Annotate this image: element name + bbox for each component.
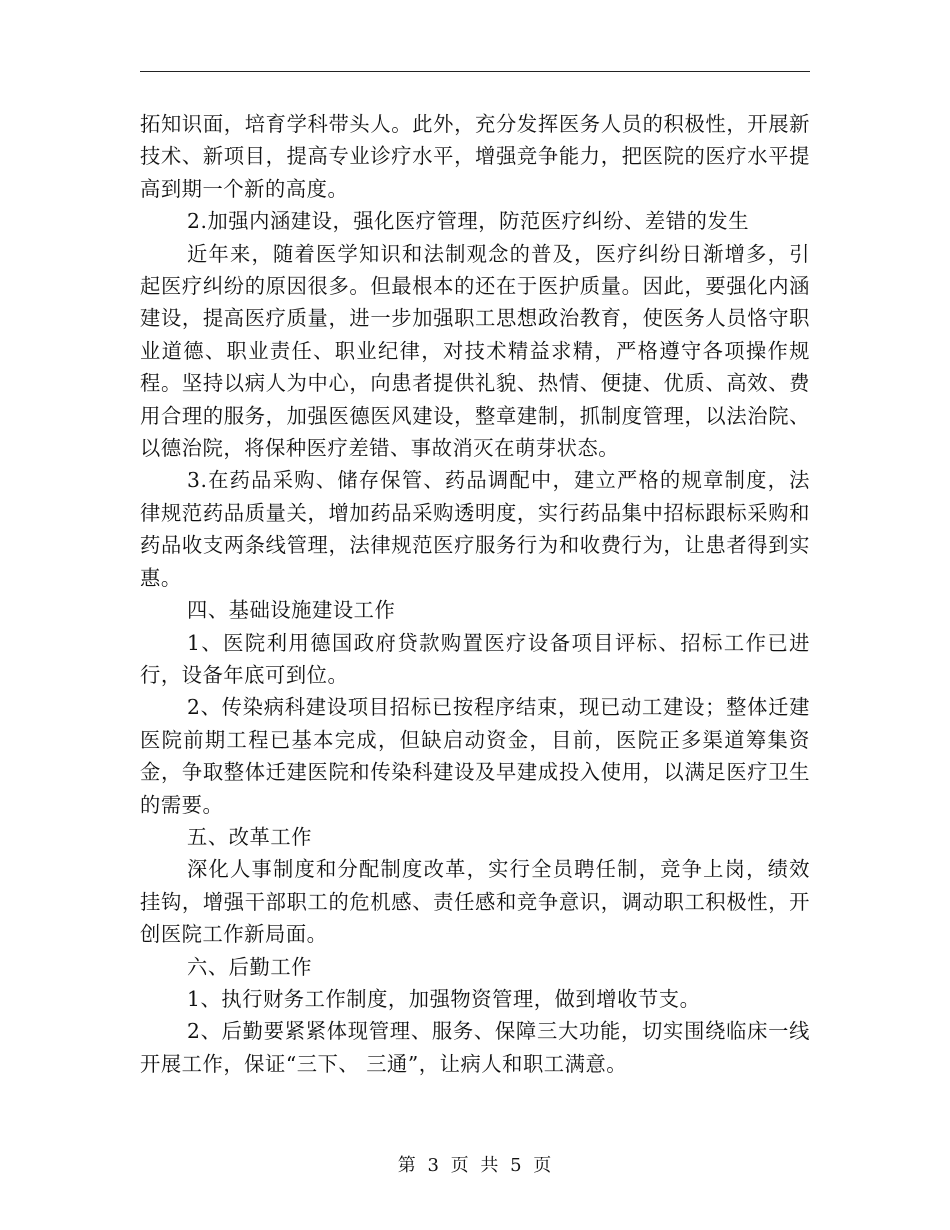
paragraph-reform: 深化人事制度和分配制度改革，实行全员聘任制，竞争上岗，绩效挂钩，增强干部职工的危机感、责任感和竞争意识，调动职工积极性，开创医院工作新局面。 (140, 857, 810, 947)
paragraph-1: 拓知识面，培育学科带头人。此外，充分发挥医务人员的积极性，开展新技术、新项目，提高专业诊疗水平，增强竞争能力，把医院的医疗水平提高到期一个新的高度。 (140, 112, 810, 201)
heading-reform: 五、改革工作 (187, 824, 312, 849)
paragraph-3-drug-procurement: 3.在药品采购、储存保管、药品调配中，建立严格的规章制度，法律规范药品质量关，增加药品采购透明度，实行药品集中招标跟标采购和药品收支两条线管理，法律规范医疗服务行为和收费行为，让患者得到实惠。 (140, 468, 810, 590)
body-text (140, 108, 810, 1080)
paragraph-infra-2: 2、传染病科建设项目招标已按程序结束，现已动工建设；整体迁建医院前期工程已基本完成，但缺启动资金，目前，医院正多渠道筹集资金，争取整体迁建医院和传染科建设及早建成投入使用，以满足医疗卫生的需要。 (140, 695, 810, 817)
heading-logistics: 六、后勤工作 (187, 954, 312, 979)
heading-2-internal-construction: 2.加强内涵建设，强化医疗管理，防范医疗纠纷、差错的发生 (187, 209, 750, 234)
header-rule (140, 71, 810, 72)
paragraph-logistics-1: 1、执行财务工作制度，加强物资管理，做到增收节支。 (187, 986, 701, 1011)
page-number-footer: 第 3 页 共 5 页 (397, 1155, 553, 1176)
paragraph-medical-disputes: 近年来，随着医学知识和法制观念的普及，医疗纠纷日渐增多，引起医疗纠纷的原因很多。但最根本的还在于医护质量。因此，要强化内涵建设，提高医疗质量，进一步加强职工思想政治教育，使医务人员恪守职业道德、职业责任、职业纪律，对技术精益求精，严格遵守各项操作规程。坚持以病人为中心，向患者提供礼貌、热情、便捷、优质、高效、费用合理的服务，加强医德医风建设，整章建制，抓制度管理，以法治院、以德治院，将保种医疗差错、事故消灭在萌芽状态。 (140, 241, 810, 461)
paragraph-infra-1: 1、医院利用德国政府贷款购置医疗设备项目评标、招标工作已进行，设备年底可到位。 (140, 630, 810, 687)
paragraph-logistics-2: 2、后勤要紧紧体现管理、服务、保障三大功能，切实围绕临床一线开展工作，保证“三下、 三通”，让病人和职工满意。 (140, 1019, 810, 1076)
heading-infrastructure: 四、基础设施建设工作 (187, 598, 396, 623)
